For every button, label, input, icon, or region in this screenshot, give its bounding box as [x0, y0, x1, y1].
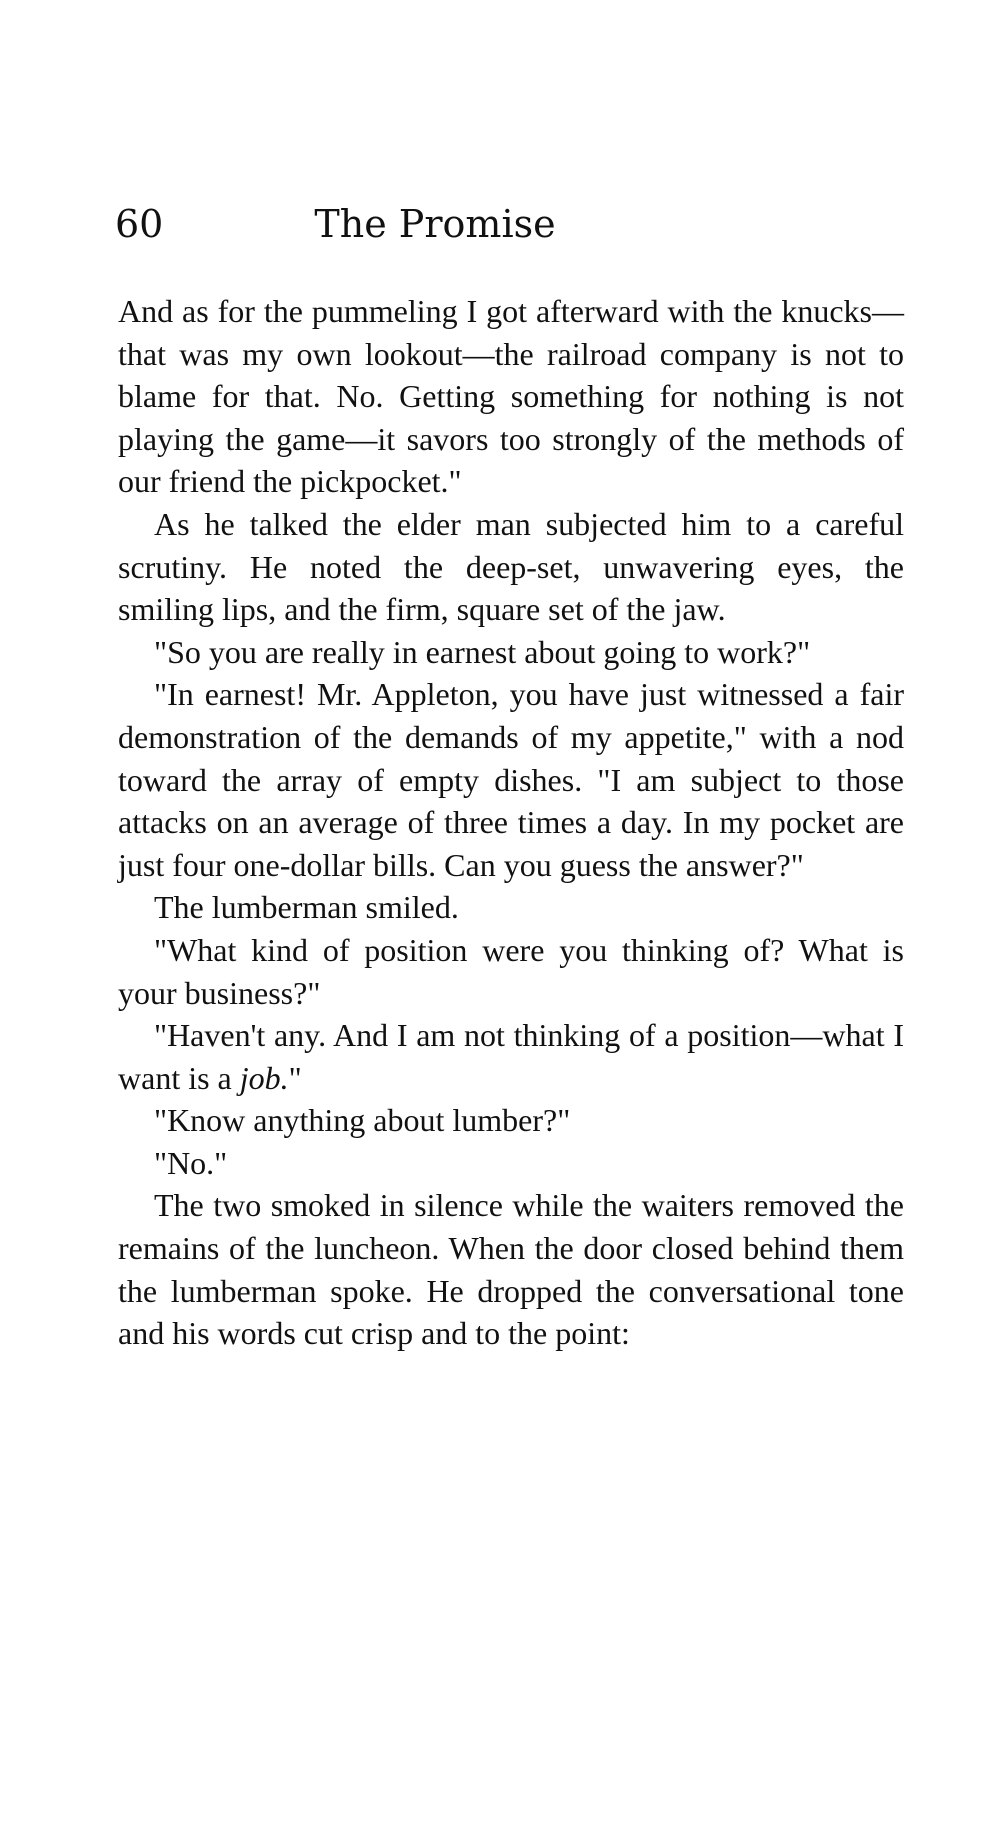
paragraph-want-a-job-text: "Haven't any. And I am not thinking of a position—what I want is a [118, 1017, 904, 1096]
body-text [118, 290, 904, 1355]
paragraph-lumberman-smiled: The lumberman smiled. [154, 889, 459, 926]
paragraph-appetite: "In earnest! Mr. Appleton, you have just witnessed a fair demonstration of the demands of my appetite," with a nod toward the array of empty dishes. "I am subject to those attacks on an average of three times a day. In my pocket are just four one-dollar bills. Can you guess the answer?" [118, 676, 904, 883]
page-header [115, 200, 905, 260]
page-number: 60 [115, 202, 164, 246]
paragraph-pummeling: And as for the pummeling I got afterward with the knucks—that was my own lookout—the railroad company is not to blame for that. No. Getting something for nothing is not playing the game—it savors too strongly of the methods of our friend the pickpocket." [118, 293, 904, 500]
emphasized-word-job: job. [239, 1059, 289, 1096]
paragraph-position-question: "What kind of position were you thinking of? What is your business?" [118, 931, 904, 1011]
paragraph-scrutiny: As he talked the elder man subjected him to a careful scrutiny. He noted the deep-set, unwavering eyes, the smiling lips, and the firm, square set of the jaw. [118, 505, 904, 628]
paragraph-in-earnest-question: "So you are really in earnest about going to work?" [154, 633, 811, 670]
paragraph-no: "No." [154, 1144, 228, 1181]
closing-quote: " [288, 1059, 302, 1096]
paragraph-smoked-in-silence: The two smoked in silence while the waiters removed the remains of the luncheon. When the door closed behind them the lumberman spoke. He dropped the conversational tone and his words cut crisp and to the point: [118, 1187, 904, 1352]
paragraph-know-lumber: "Know anything about lumber?" [154, 1102, 571, 1139]
running-title: The Promise [314, 202, 556, 246]
paragraph-want-a-job [118, 1014, 904, 1099]
